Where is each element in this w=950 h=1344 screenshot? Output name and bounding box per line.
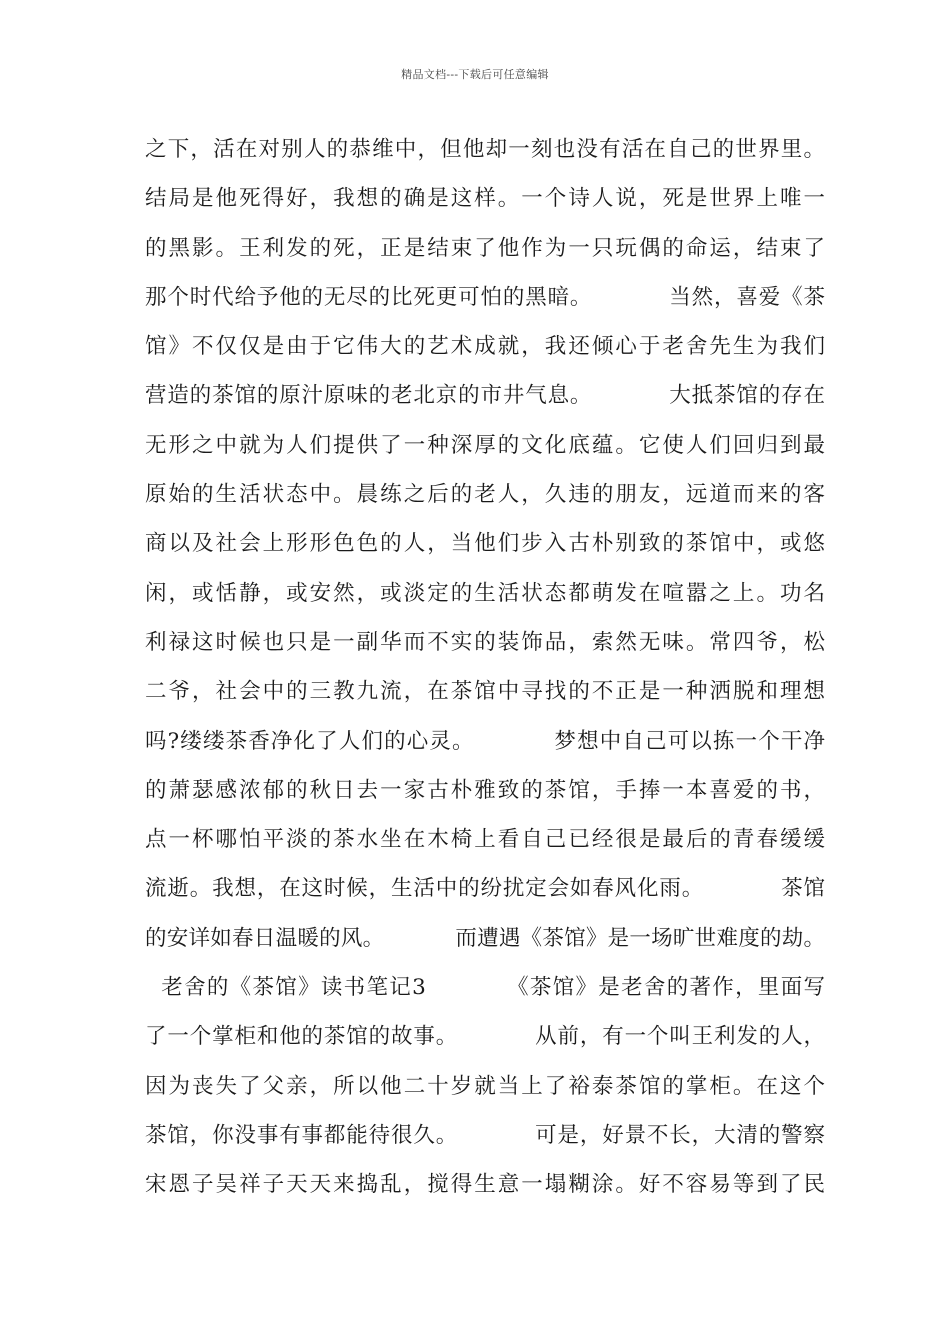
text-line: 那个时代给予他的无尽的比死更可怕的黑暗。 当然，喜爱《茶: [145, 284, 825, 310]
text-line: 的萧瑟感浓郁的秋日去一家古朴雅致的茶馆，手捧一本喜爱的书，: [145, 777, 825, 803]
text-line: 的黑影。王利发的死，正是结束了他作为一只玩偶的命运，结束了: [145, 235, 825, 261]
text-line: 吗?缕缕茶香净化了人们的心灵。 梦想中自己可以拣一个干净: [145, 728, 825, 754]
text-line: 茶馆，你没事有事都能待很久。 可是，好景不长，大清的警察: [145, 1122, 825, 1148]
text-line: 宋恩子吴祥子天天来捣乱，搅得生意一塌糊涂。好不容易等到了民: [145, 1172, 825, 1198]
text-line: 利禄这时候也只是一副华而不实的装饰品，索然无味。常四爷，松: [145, 629, 825, 655]
text-line: 因为丧失了父亲，所以他二十岁就当上了裕泰茶馆的掌柜。在这个: [145, 1073, 825, 1099]
text-line: 闲，或恬静，或安然，或淡定的生活状态都萌发在喧嚣之上。功名: [145, 580, 825, 606]
text-line: 营造的茶馆的原汁原味的老北京的市井气息。 大抵茶馆的存在: [145, 383, 825, 409]
page-header: 精品文档---下载后可任意编辑: [401, 68, 549, 81]
text-line: 馆》不仅仅是由于它伟大的艺术成就，我还倾心于老舍先生为我们: [145, 334, 825, 360]
body-text: [145, 132, 825, 1217]
text-line: 商以及社会上形形色色的人，当他们步入古朴别致的茶馆中，或悠: [145, 531, 825, 557]
text-line: 结局是他死得好，我想的确是这样。一个诗人说，死是世界上唯一: [145, 186, 825, 212]
text-line: 老舍的《茶馆》读书笔记3 《茶馆》是老舍的著作，里面写: [145, 975, 825, 1001]
text-line: 原始的生活状态中。晨练之后的老人，久违的朋友，远道而来的客: [145, 482, 825, 508]
text-line: 之下，活在对别人的恭维中，但他却一刻也没有活在自己的世界里。: [145, 137, 825, 162]
text-line: 无形之中就为人们提供了一种深厚的文化底蕴。它使人们回归到最: [145, 432, 825, 458]
text-line: 了一个掌柜和他的茶馆的故事。 从前，有一个叫王利发的人，: [145, 1024, 825, 1050]
text-line: 流逝。我想，在这时候，生活中的纷扰定会如春风化雨。 茶馆: [145, 876, 825, 902]
text-line: 点一杯哪怕平淡的茶水坐在木椅上看自己已经很是最后的青春缓缓: [145, 827, 825, 853]
text-line: 的安详如春日温暖的风。 而遭遇《茶馆》是一场旷世难度的劫。: [145, 925, 825, 951]
text-line: 二爷，社会中的三教九流，在茶馆中寻找的不正是一种洒脱和理想: [145, 679, 825, 705]
